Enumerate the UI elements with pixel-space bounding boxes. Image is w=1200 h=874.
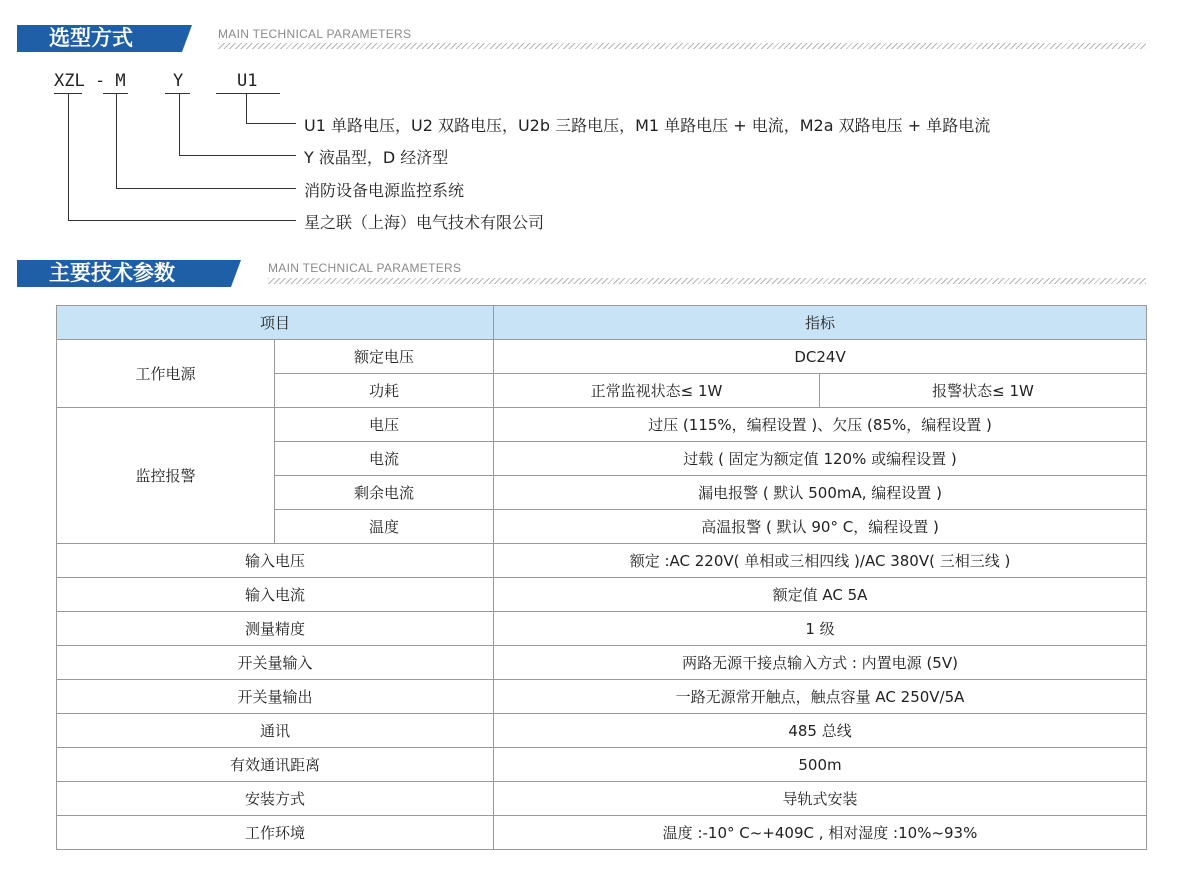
section-subtitle-parameters: MAIN TECHNICAL PARAMETERS <box>268 261 462 275</box>
table-row <box>57 544 1147 578</box>
row-value: 导轨式安装 <box>494 782 1147 816</box>
row-label: 开关量输入 <box>57 646 494 680</box>
row-label: 开关量输出 <box>57 680 494 714</box>
row-value: DC24V <box>494 340 1147 374</box>
table-row <box>57 408 1147 442</box>
model-desc-m: 消防设备电源监控系统 <box>304 181 465 200</box>
row-label: 工作环境 <box>57 816 494 850</box>
table-row <box>57 680 1147 714</box>
row-value: 漏电报警 ( 默认 500mA, 编程设置 ) <box>494 476 1147 510</box>
row-label: 有效通讯距离 <box>57 748 494 782</box>
leader-m-horizontal <box>116 188 296 189</box>
model-desc-y: Y 液晶型，D 经济型 <box>304 148 449 167</box>
table-row <box>57 816 1147 850</box>
model-desc-xzl: 星之联（上海）电气技术有限公司 <box>304 213 545 232</box>
row-label: 剩余电流 <box>275 476 494 510</box>
row-value: 温度 :-10° C~+409C , 相对湿度 :10%~93% <box>494 816 1147 850</box>
leader-y-horizontal <box>179 155 296 156</box>
row-label: 额定电压 <box>275 340 494 374</box>
row-value: 485 总线 <box>494 714 1147 748</box>
row-label: 电压 <box>275 408 494 442</box>
row-value-normal: 正常监视状态≤ 1W <box>494 374 820 408</box>
row-label: 测量精度 <box>57 612 494 646</box>
group-label-power: 工作电源 <box>57 340 275 408</box>
model-desc-u1: U1 单路电压，U2 双路电压，U2b 三路电压，M1 单路电压 + 电流，M2a 双路电压 + 单路电流 <box>304 116 991 135</box>
leader-u1-horizontal <box>246 123 296 124</box>
hatch-divider <box>218 43 1146 49</box>
leader-m-vertical <box>116 93 117 188</box>
row-label: 温度 <box>275 510 494 544</box>
table-row <box>57 612 1147 646</box>
row-value: 高温报警 ( 默认 90° C，编程设置 ) <box>494 510 1147 544</box>
row-value-alarm: 报警状态≤ 1W <box>820 374 1147 408</box>
table-header-row <box>57 306 1147 340</box>
table-row <box>57 340 1147 374</box>
model-code-part3: U1 <box>237 71 258 91</box>
header-item: 项目 <box>57 306 494 340</box>
model-code-part2: Y <box>173 71 184 91</box>
parameters-table <box>56 305 1147 850</box>
leader-xzl-vertical <box>68 93 69 220</box>
table-row <box>57 748 1147 782</box>
header-spec: 指标 <box>494 306 1147 340</box>
leader-y-vertical <box>179 93 180 155</box>
row-value: 额定 :AC 220V( 单相或三相四线 )/AC 380V( 三相三线 ) <box>494 544 1147 578</box>
row-value: 一路无源常开触点，触点容量 AC 250V/5A <box>494 680 1147 714</box>
row-label: 电流 <box>275 442 494 476</box>
row-label: 功耗 <box>275 374 494 408</box>
row-label: 通讯 <box>57 714 494 748</box>
row-value: 500m <box>494 748 1147 782</box>
row-label: 输入电压 <box>57 544 494 578</box>
row-label: 输入电流 <box>57 578 494 612</box>
section-title-selection: 选型方式 <box>17 25 182 52</box>
model-underline-3 <box>165 93 190 94</box>
table-row <box>57 782 1147 816</box>
row-value: 两路无源干接点输入方式 : 内置电源 (5V) <box>494 646 1147 680</box>
section-subtitle-selection: MAIN TECHNICAL PARAMETERS <box>218 27 412 41</box>
row-value: 过载 ( 固定为额定值 120% 或编程设置 ) <box>494 442 1147 476</box>
leader-xzl-horizontal <box>68 220 296 221</box>
model-underline-4 <box>216 93 280 94</box>
table-row <box>57 646 1147 680</box>
model-code-part1: XZL - M <box>54 71 126 91</box>
section-title-parameters: 主要技术参数 <box>17 260 231 287</box>
table-row <box>57 578 1147 612</box>
row-value: 过压 (115%，编程设置 )、欠压 (85%，编程设置 ) <box>494 408 1147 442</box>
group-label-monitor: 监控报警 <box>57 408 275 544</box>
table-row <box>57 714 1147 748</box>
row-value: 额定值 AC 5A <box>494 578 1147 612</box>
row-value: 1 级 <box>494 612 1147 646</box>
row-label: 安装方式 <box>57 782 494 816</box>
leader-u1-vertical <box>246 93 247 123</box>
hatch-divider <box>268 278 1146 284</box>
